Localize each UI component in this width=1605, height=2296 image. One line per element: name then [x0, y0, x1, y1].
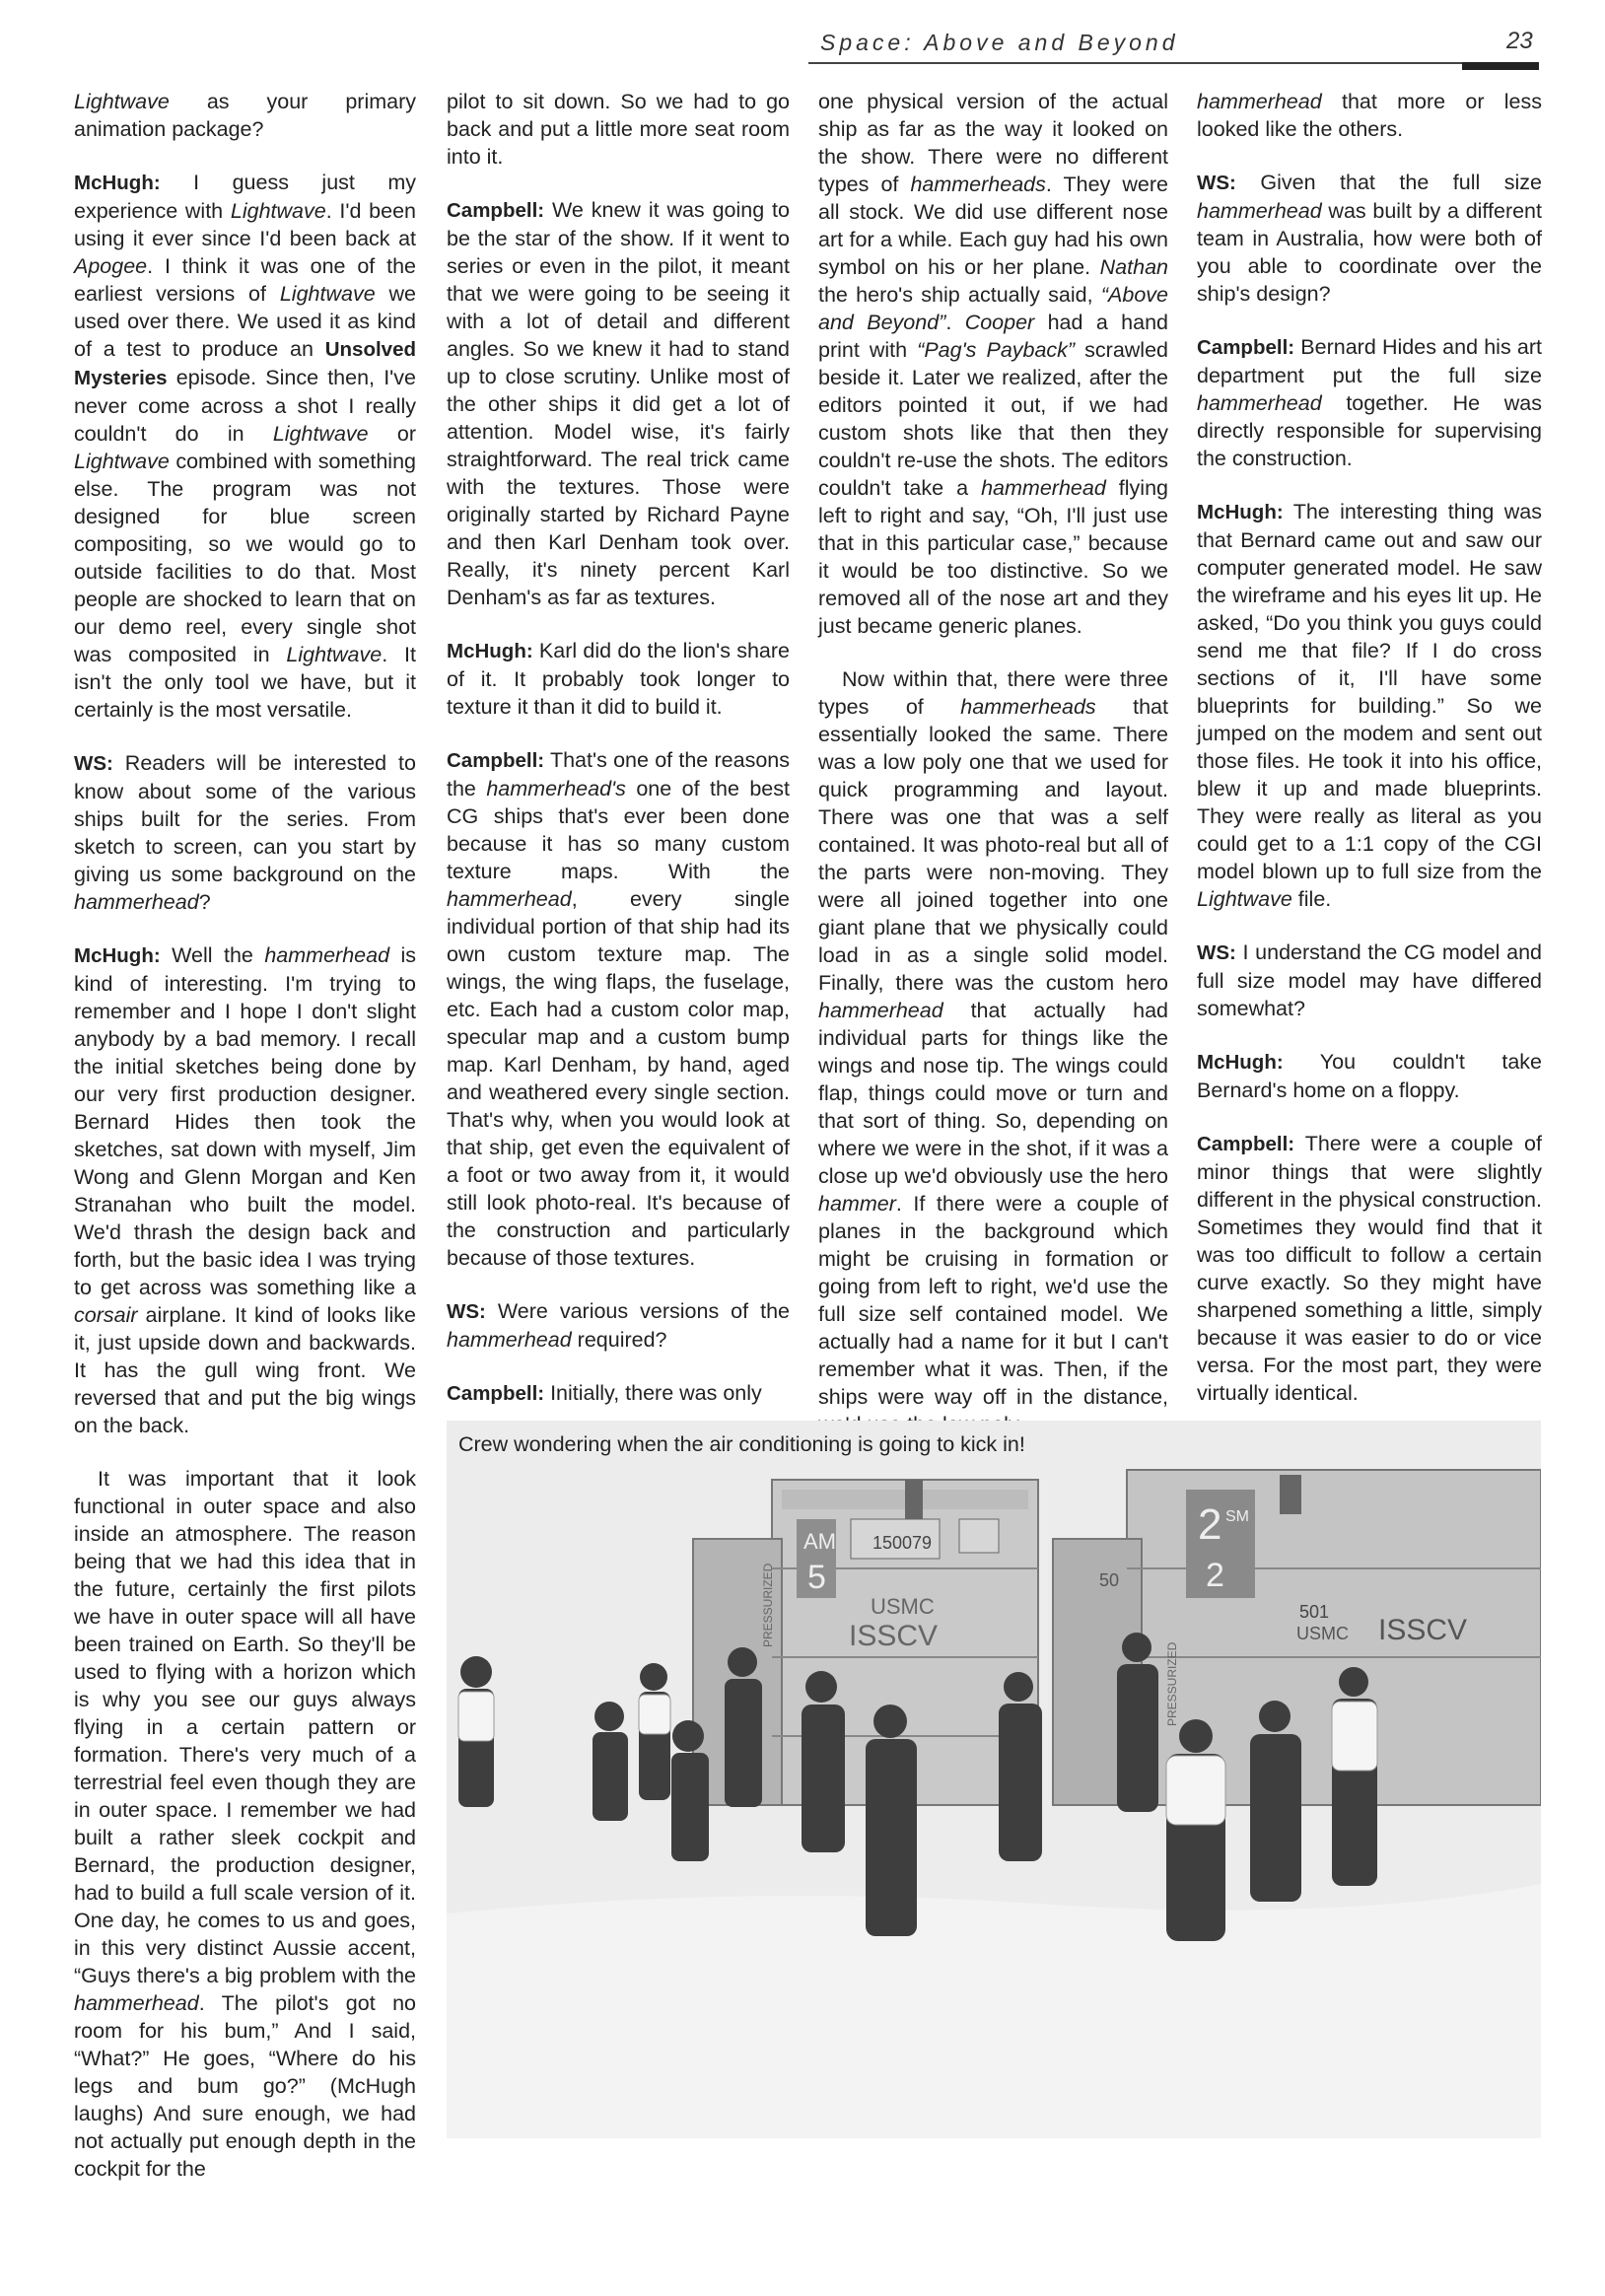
text-run: McHugh: [74, 944, 161, 967]
text-run: file. [1291, 887, 1332, 911]
page-number: 23 [1506, 28, 1533, 54]
text-run: hammerhead [1197, 391, 1322, 415]
text-run: we used over there. We used it as kind of a test to produce an [74, 282, 417, 361]
paragraph [447, 637, 790, 721]
text-run: Now within that, there were three types of [818, 667, 1168, 719]
text-run: that actually had individual parts for things like the wings and nose tip. The wings could flap, things could move or turn and that sort of thing. So, depending on where we were in the shot, if it was a close up we'd obviously use the hero [818, 999, 1168, 1188]
header-title: Space: Above and Beyond [820, 30, 1179, 55]
header-rule [808, 62, 1539, 64]
text-run: hammerhead [264, 943, 390, 967]
paragraph [1197, 333, 1542, 472]
vehicle-usmc: USMC [871, 1594, 935, 1619]
vehicle-serial: 501 [1299, 1602, 1330, 1622]
photo-caption: Crew wondering when the air conditioning is going to kick in! [458, 1432, 1025, 1456]
text-run: McHugh: [447, 640, 533, 662]
vehicle-usmc: USMC [1296, 1624, 1349, 1643]
paragraph [74, 88, 416, 143]
text-run: hammerhead's [486, 777, 626, 800]
text-run: Apogee [74, 254, 148, 278]
text-run: episode. Since then, I've never come across a shot I really couldn't do in [74, 366, 416, 446]
text-run: Were various versions of the [485, 1299, 790, 1323]
header-tab [1462, 62, 1539, 70]
text-run: Lightwave [230, 199, 326, 223]
text-run: one physical version of the actual ship as far as the way it looked on the show. There were no different types of [818, 90, 1168, 196]
text-run: Campbell: [1197, 336, 1295, 359]
text-run: Lightwave [279, 282, 376, 306]
text-run: McHugh: [1197, 501, 1284, 523]
vehicle-serial: 150079 [872, 1533, 933, 1553]
text-run: Lightwave [286, 643, 383, 666]
text-run: or [368, 422, 416, 446]
vehicle-tag-two: 2 [1198, 1500, 1222, 1549]
text-run: . If there were a couple of planes in the background which might be cruising in formation or going from left to right, we'd use the full size self contained model. We actually had a name for it but I can't remember what it was. Then, if the ships were way off in the distance, [818, 1192, 1168, 1409]
vehicle-tag-two-small: 2 [1206, 1557, 1224, 1594]
paragraph [447, 1379, 790, 1408]
text-run: Lightwave [1197, 887, 1292, 911]
text-run: hammerheads [960, 695, 1096, 719]
text-run: scrawled beside it. Later we realized, after the editors pointed it out, if we had custom shots like that then they couldn't re-use the shots. The editors couldn't take a [818, 338, 1168, 500]
text-run: hammerhead [74, 1991, 199, 2015]
paragraph [447, 1297, 790, 1354]
text-run: together. He was directly responsible for supervising the construction. [1197, 391, 1542, 470]
text-run: Well the [160, 943, 265, 967]
text-run: Karl did do the lion's share of it. It probably took longer to texture it than it did to build it. [447, 639, 790, 719]
text-run: combined with something else. The program was not designed for blue screen compositing, so we would go to outside facilities to do that. Most people are shocked to learn that on our demo reel, every single shot was composited in [74, 450, 416, 666]
vehicle-tag-am: AM [803, 1529, 836, 1554]
text-run: Campbell: [1197, 1133, 1295, 1155]
text-run: WS: [447, 1300, 486, 1323]
text-run: Cooper [964, 311, 1035, 334]
text-run: required? [571, 1328, 667, 1352]
text-run: . They were all stock. We did use different nose art for a while. Each guy had his own symbol on his or her plane. [818, 173, 1169, 279]
text-run: that more or less looked like the others. [1197, 90, 1542, 141]
text-run: hammerhead [447, 1328, 572, 1352]
text-run: ? [198, 890, 211, 914]
text-run: There were a couple of minor things that were slightly different in the physical construction. Sometimes they would find that it was too difficult to follow a certain curve exactly. So they might have sharpened something a little, simply because it was easier to do or vice versa. For the most part, they were virtually identical. [1197, 1132, 1542, 1405]
paragraph [74, 941, 416, 1439]
text-run: flying left to right and say, “Oh, I'll just use that in this particular case,” because it would be too distinctive. So we removed all of the nose art and they just became generic planes. [818, 476, 1168, 638]
paragraph [447, 746, 790, 1272]
paragraph [74, 169, 416, 724]
text-run: Initially, there was only [544, 1381, 762, 1405]
text-run: “Above and Beyond” [818, 283, 1168, 334]
paragraph [1197, 939, 1542, 1022]
photo-scene [447, 1421, 1541, 2138]
text-run: Lightwave [74, 450, 170, 473]
text-run: hammerhead [74, 890, 199, 914]
paragraph [447, 196, 790, 611]
text-run: hammerheads [910, 173, 1046, 196]
column-1 [74, 88, 416, 2208]
text-run: Unsolved Mysteries [74, 338, 416, 389]
paragraph [1197, 88, 1542, 143]
text-run: one of the best CG ships that's ever been done because it has so many custom texture maps. With the [447, 777, 790, 883]
column-2 [447, 88, 790, 1433]
vehicle-isscv: ISSCV [1378, 1614, 1468, 1646]
text-run: We knew it was going to be the star of the show. If it went to series or even in the pilot, it meant that we were going to be seeing it with a lot of detail and different angles. So we knew it had to stand up to close scrutiny. Unlike most of the other ships it did get a lot of attention. Model wise, it's fairly straightforward. The real trick came with the textures. Those were originally started by Richard Payne and then Karl Denham took over. Really, it's ninety percent Karl Denham's as far as textures. [447, 198, 790, 609]
text-run: WS: [1197, 172, 1236, 194]
text-run: hammer [818, 1192, 896, 1216]
column-3 [818, 88, 1168, 1464]
text-run: . I think it was one of the earliest versions of [74, 254, 416, 306]
text-run: Campbell: [447, 199, 545, 222]
vehicle-tag-number: 5 [807, 1559, 826, 1596]
text-run: Nathan [1099, 255, 1168, 279]
text-run: McHugh: [1197, 1051, 1284, 1074]
text-run: Lightwave [272, 422, 369, 446]
paragraph [74, 1465, 416, 2183]
paragraph [447, 88, 790, 171]
text-run: , every single individual portion of that ship had its own custom texture map. The wings, the wing flaps, the fuselage, etc. Each had a custom color map, specular map and a custom bump map. Karl Denham, by hand, aged and weathered every single section. That's why, when you would look at that ship, get even the equivalent of a foot or two away from it, it would still look photo-real. It's because of the construction and particularly because of those textures. [447, 887, 790, 1270]
text-run: You couldn't take Bernard's home on a floppy. [1197, 1050, 1542, 1102]
text-run: McHugh: [74, 172, 161, 194]
text-run: as your primary animation package? [74, 90, 416, 141]
paragraph [1197, 169, 1542, 308]
text-run: Campbell: [447, 1382, 545, 1405]
paragraph [1197, 1130, 1542, 1407]
text-run: is kind of interesting. I'm trying to remember and I hope I don't slight anybody by a bad memory. I recall the initial sketches being done by our very first production designer. Bernard Hides then took the sketches, sat down with myself, Jim Wong and Glenn Morgan and Ken Stranahan who built the model. We'd thrash the design back and forth, but the basic idea I was trying to get across was something like a [74, 943, 417, 1299]
text-run: Readers will be interested to know about some of the various ships built for the series. From sketch to screen, can you start by giving us some background on the [74, 751, 416, 886]
text-run: Bernard Hides and his art department put the full size [1197, 335, 1542, 387]
vehicle-pressurized: PRESSURIZED [1165, 1641, 1179, 1726]
text-run: hammerhead [981, 476, 1106, 500]
text-run: That's one of the reasons the [447, 748, 790, 800]
text-run: hammerhead [818, 999, 943, 1022]
vehicle-pressurized: PRESSURIZED [761, 1563, 775, 1647]
text-run: that essentially looked the same. There was a low poly one that we used for quick programming and layout. There was one that was a self contained. It was photo-real but all of the parts were non-moving. They were all joined together into one giant plane that we physically could load in as a single solid model. Finally, there was the custom hero [818, 695, 1168, 995]
vehicle-fifty: 50 [1099, 1570, 1120, 1590]
paragraph [818, 665, 1168, 1438]
text-run: The interesting thing was that Bernard came out and saw our computer generated model. He saw the wireframe and his eyes lit up. He asked, “Do you think you guys could send me that file? If I do cross sections of it, I'll have some blueprints for building.” So we jumped on the modem and sent out those files. He took it into his office, blew it up and made blueprints. They were really as literal as you could get to a 1:1 copy of the CGI model blown up to full size from the [1197, 500, 1542, 883]
text-run: hammerhead [1197, 199, 1322, 223]
vehicle-isscv: ISSCV [849, 1620, 939, 1652]
paragraph [818, 88, 1168, 640]
text-run: It was important that it look functional in outer space and also inside an atmosphere. The reason being that we had this idea that in the future, certainly the first pilots we have in outer space will all have been trained on Earth. So they'll be used to flying with a horizon which is why you see our guys always flying in a certain pattern or formation. There's very much of a terrestrial feel even though they are in outer space. I remember we had built a rather sleek cockpit and Bernard, the production designer, had to build a full scale version of it. One day, he comes to us and goes, in this very distinct Aussie accent, “Guys there's a big problem with the [74, 1467, 416, 1987]
text-run: the hero's ship actually said, [818, 283, 1101, 307]
text-run: airplane. It kind of looks like it, just upside down and backwards. It has the gull wing front. We reversed that and put the big wings on the back. [74, 1303, 416, 1437]
vehicle-tag-sm: SM [1225, 1508, 1249, 1525]
text-run: WS: [74, 752, 113, 775]
text-run: Lightwave [74, 90, 170, 113]
text-run: Given that the full size [1235, 171, 1542, 194]
paragraph [1197, 1048, 1542, 1104]
text-run: “Pag's Payback” [917, 338, 1076, 362]
text-run: Campbell: [447, 749, 545, 772]
text-run: corsair [74, 1303, 138, 1327]
text-run: . I'd been using it ever since I'd been back at [74, 199, 416, 250]
production-photo [447, 1421, 1541, 2138]
text-run: hammerhead [1197, 90, 1322, 113]
text-run: was built by a different team in Australia, how were both of you able to coordinate over the ship's design? [1197, 199, 1542, 306]
paragraph [74, 749, 416, 916]
text-run: . [945, 311, 965, 334]
column-4 [1197, 88, 1542, 1432]
text-run: WS: [1197, 941, 1236, 964]
text-run: pilot to sit down. So we had to go back and put a little more seat room into it. [447, 90, 790, 169]
text-run: had a hand print with [818, 311, 1168, 362]
text-run: I understand the CG model and full size model may have differed somewhat? [1197, 940, 1542, 1020]
text-run: I guess just my experience with [74, 171, 416, 223]
paragraph [1197, 498, 1542, 913]
text-run: hammerhead [447, 887, 572, 911]
text-run: . It isn't the only tool we have, but it certainly is the most versatile. [74, 643, 416, 722]
text-run: . The pilot's got no room for his bum,” And I said, “What?” He goes, “Where do his legs and bum go?” (McHugh laughs) And sure enough, we had not actually put enough depth in the cockpit for the [74, 1991, 416, 2181]
